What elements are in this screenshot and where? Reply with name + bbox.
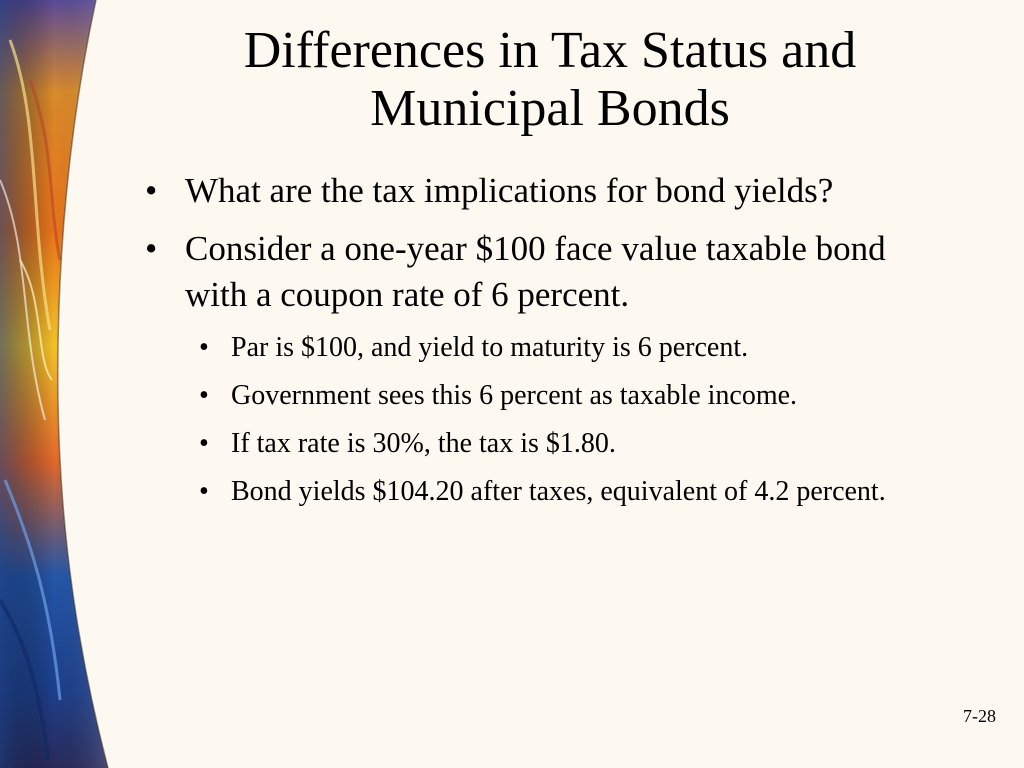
sub-bullet-text: If tax rate is 30%, the tax is $1.80.	[231, 428, 616, 459]
sub-bullet-item	[145, 378, 945, 414]
bullet-text: What are the tax implications for bond yields?	[185, 171, 834, 210]
sub-bullet-item	[145, 474, 945, 510]
bullet-item	[145, 226, 945, 318]
sub-bullet-text: Par is $100, and yield to maturity is 6 percent.	[231, 332, 749, 363]
sub-bullet-icon: •	[199, 476, 209, 507]
sub-bullet-item	[145, 426, 945, 462]
sub-bullet-icon: •	[199, 332, 209, 363]
sub-bullet-text: Bond yields $104.20 after taxes, equivalent of 4.2 percent.	[231, 476, 886, 507]
bullet-icon: •	[145, 229, 158, 268]
bullet-icon: •	[145, 171, 158, 210]
bullet-list	[145, 168, 945, 522]
slide-title: Differences in Tax Status and Municipal Bonds	[243, 22, 857, 137]
page-number: 7-28	[963, 706, 996, 726]
sub-bullet-text: Government sees this 6 percent as taxable income.	[231, 380, 798, 411]
sub-bullet-icon: •	[199, 380, 209, 411]
bullet-item	[145, 168, 945, 214]
bullet-text: Consider a one-year $100 face value taxable bond with a coupon rate of 6 percent.	[185, 229, 886, 314]
sub-bullet-item	[145, 330, 945, 366]
sub-bullet-icon: •	[199, 428, 209, 459]
